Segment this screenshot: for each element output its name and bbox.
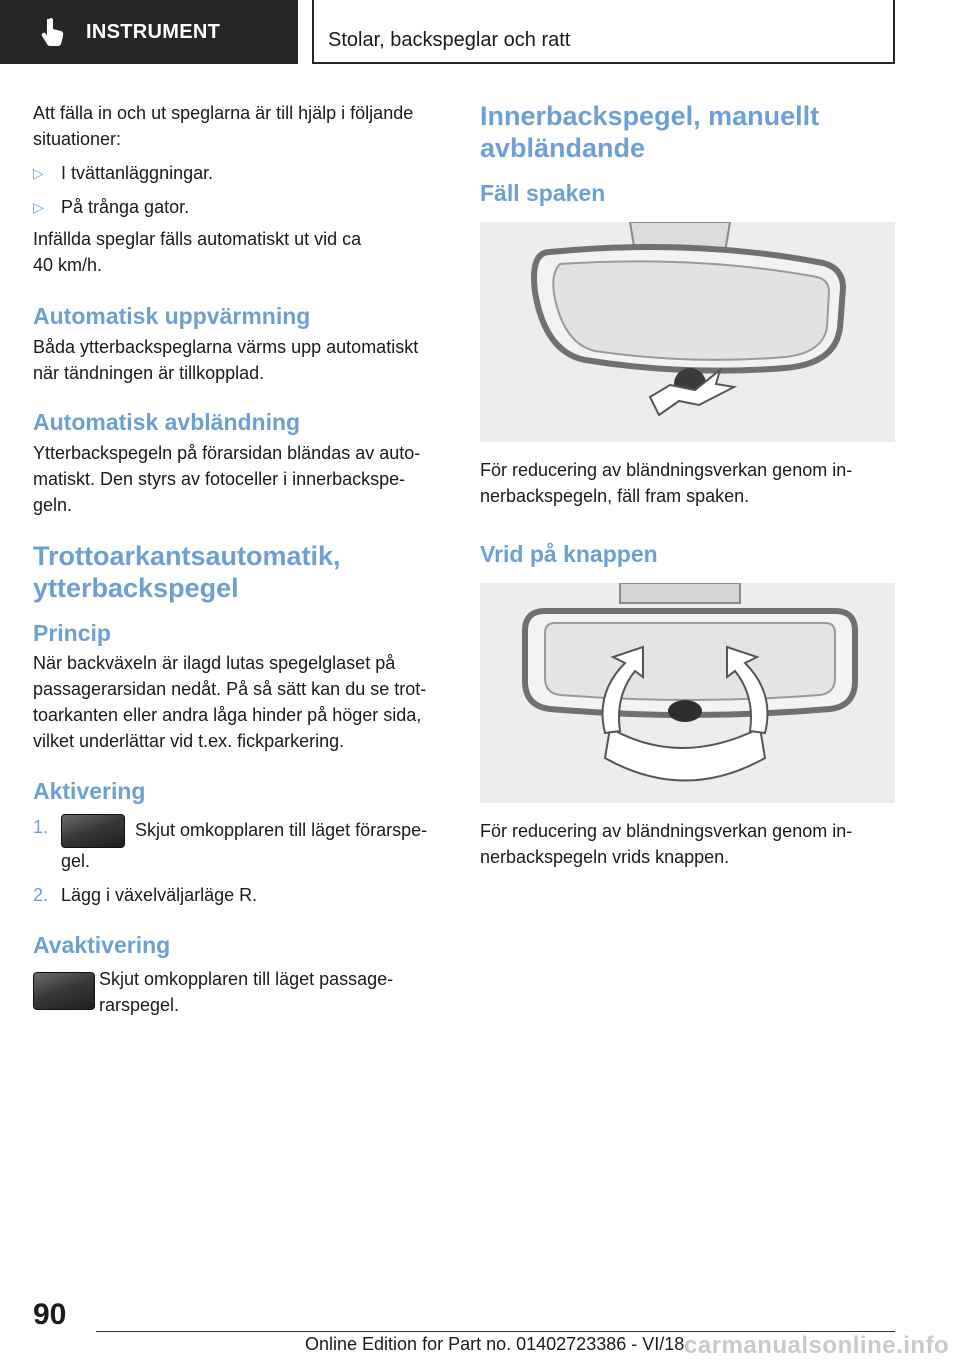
lever-text: För reducering av bländningsverkan genom in- nerbackspegeln, fäll fram spaken. (480, 460, 853, 506)
list-item (33, 882, 445, 908)
principle-heading: Princip (33, 620, 111, 646)
triangle-bullet-icon: ▷ (33, 199, 44, 215)
header-chapter-label: Stolar, backspeglar och ratt (328, 29, 571, 51)
right-column (480, 100, 895, 870)
auto-unfold-text (33, 226, 445, 278)
mirror-switch-icon (33, 972, 95, 1010)
step-text-b: gel. (61, 851, 91, 871)
inner-mirror-heading-line2: avbländande (480, 133, 646, 163)
list-item (33, 194, 445, 220)
footer-edition: Online Edition for Part no. 01402723386 - VI/18 (305, 1334, 685, 1354)
page-number: 90 (33, 1298, 67, 1331)
curb-heading (33, 540, 445, 604)
step-number: 2. (33, 885, 49, 905)
list-item (33, 160, 445, 186)
mirror-knob-illustration (480, 583, 895, 803)
mirror-switch-icon (61, 814, 125, 848)
inner-mirror-heading-line1: Innerbackspegel, manuellt (480, 101, 820, 131)
deactivation-block (33, 966, 445, 1018)
deactivation-line1: Skjut omkopplaren till läget passage- (99, 969, 394, 989)
left-column (33, 100, 445, 1018)
watermark: carmanualsonline.info (684, 1332, 950, 1359)
auto-unfold-main: Infällda speglar fälls automatiskt ut vid ca (33, 229, 362, 249)
header-chapter-box (312, 0, 895, 64)
list-item (33, 814, 445, 874)
step-text-a: Skjut omkopplaren till läget förarspe- (135, 819, 428, 840)
dimming-heading: Automatisk avbländning (33, 409, 301, 435)
inner-mirror-heading (480, 100, 895, 164)
header-section-tab (0, 0, 298, 64)
list-item-text: På trånga gator. (61, 197, 190, 217)
heating-heading: Automatisk uppvärmning (33, 303, 311, 329)
header-section-label: INSTRUMENT (86, 20, 221, 43)
auto-unfold-speed: 40 km/h. (33, 255, 103, 275)
knob-heading: Vrid på knappen (480, 541, 658, 567)
list-item-text: I tvättanläggningar. (61, 163, 214, 183)
curb-heading-line2: ytterbackspegel (33, 573, 239, 603)
step-text (61, 814, 427, 874)
step-text: Lägg i växelväljarläge R. (61, 885, 258, 905)
lever-heading: Fäll spaken (480, 180, 606, 206)
deactivation-line2: rarspegel. (99, 995, 180, 1015)
deactivation-text (99, 966, 393, 1018)
curb-heading-line1: Trottoarkantsautomatik, (33, 541, 341, 571)
knob-text: För reducering av bländningsverkan genom in- nerbackspegeln vrids knappen. (480, 821, 853, 867)
hand-pointer-icon (40, 17, 66, 47)
heating-text: Båda ytterbackspeglarna värms upp automatiskt när tändningen är tillkopplad. (33, 337, 419, 383)
activation-heading: Aktivering (33, 778, 146, 804)
deactivation-heading: Avaktivering (33, 932, 171, 958)
dimming-text: Ytterbackspegeln på förarsidan bländas av auto- matiskt. Den styrs av fotoceller i innerbackspe- geln. (33, 443, 421, 515)
intro-text: Att fälla in och ut speglarna är till hjälp i följande situationer: (33, 103, 414, 149)
step-number: 1. (33, 817, 49, 837)
principle-text: När backväxeln är ilagd lutas spegelglaset på passagerarsidan nedåt. På så sätt kan du se trot- toarkanten eller andra låga hinder på höger sida, vilket underlättar vid t.ex. fickparkering. (33, 653, 427, 751)
triangle-bullet-icon: ▷ (33, 165, 44, 181)
mirror-lever-illustration (480, 222, 895, 442)
